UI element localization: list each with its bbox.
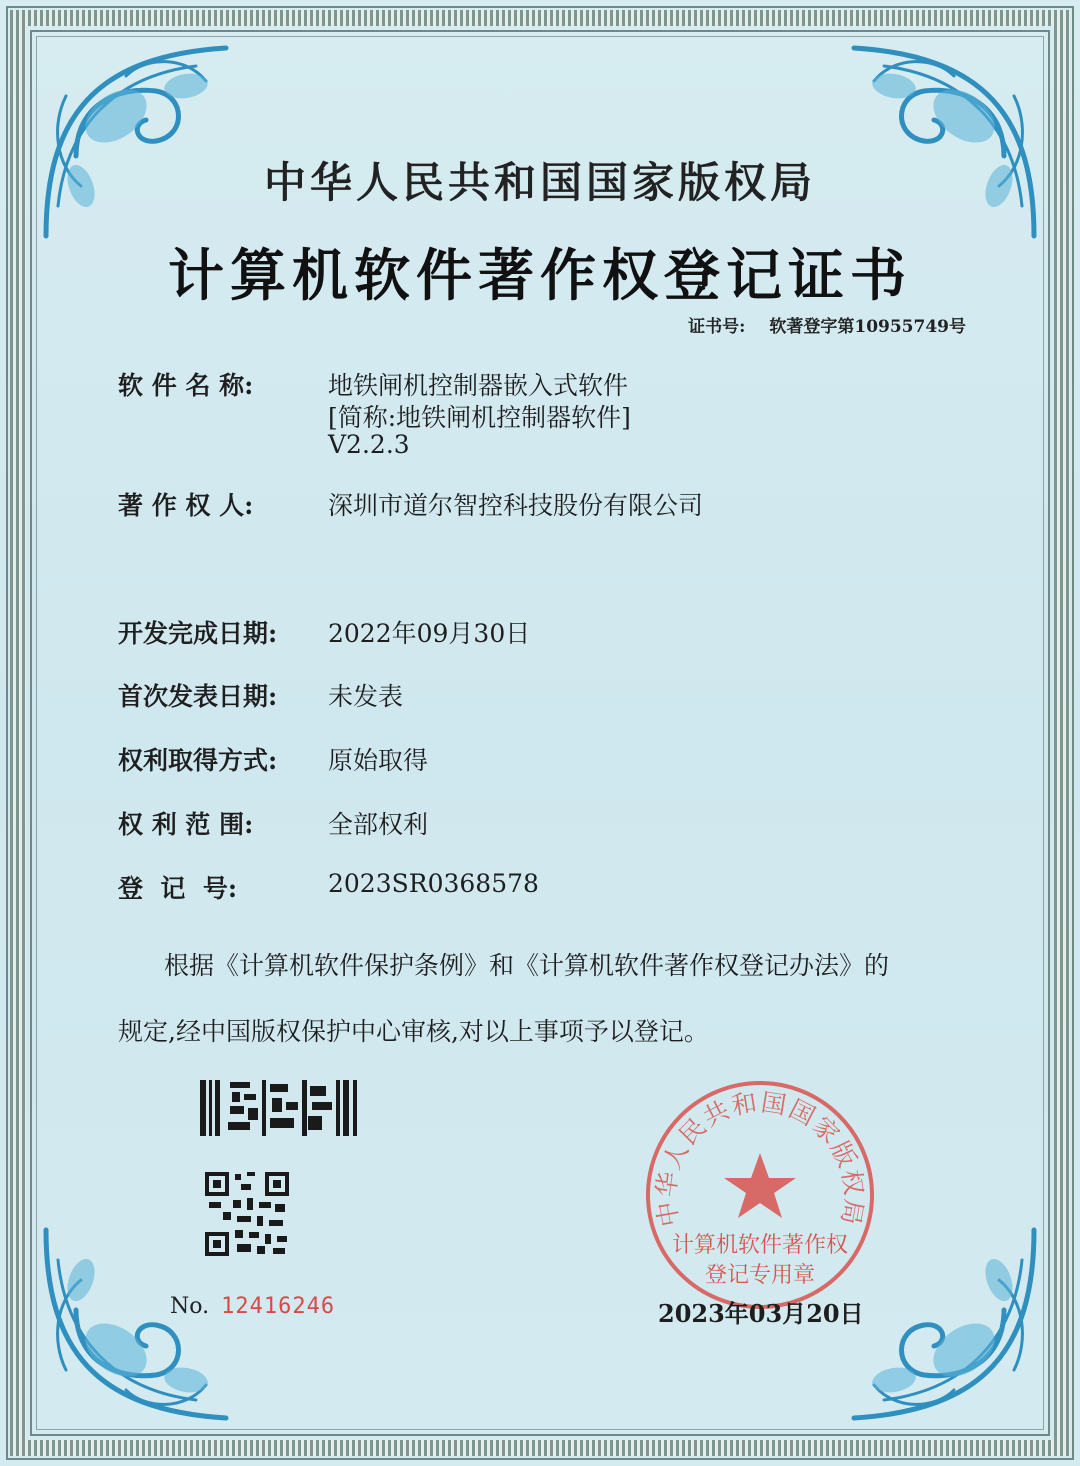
first-publication-label: 首次发表日期: (118, 682, 278, 711)
completion-date-label: 开发完成日期: (118, 619, 278, 648)
certificate-number (688, 312, 966, 337)
issuing-authority: 中华人民共和国国家版权局 (263, 158, 816, 207)
statement-line-1: 根据《计算机软件保护条例》和《计算机软件著作权登记办法》的 (164, 951, 890, 980)
software-name-value: 地铁闸机控制器嵌入式软件 (328, 371, 629, 400)
acquisition-method-value: 原始取得 (328, 746, 429, 775)
certificate-number-value: 软著登字第10955749号 (769, 317, 966, 337)
software-short-name-value: [简称:地铁闸机控制器软件] (328, 403, 631, 432)
serial-number-value: 12416246 (221, 1294, 336, 1319)
issue-date: 2023年03月20日 (658, 1299, 864, 1328)
registration-number-value: 2023SR0368578 (328, 869, 539, 898)
barcode (200, 1080, 360, 1136)
serial-number-label: No. (170, 1294, 210, 1319)
first-publication-value: 未发表 (328, 682, 404, 711)
rights-scope-label: 权 利 范 围: (118, 810, 254, 839)
completion-date-value: 2022年09月30日 (328, 619, 531, 648)
certificate-title: 计算机软件著作权登记证书 (168, 243, 912, 309)
certificate-number-label: 证书号: (688, 317, 746, 337)
acquisition-method-label: 权利取得方式: (118, 746, 278, 775)
rights-scope-value: 全部权利 (328, 810, 429, 839)
corner-ornament-top-right (824, 36, 1044, 256)
seal-star-icon (724, 1153, 796, 1218)
seal-line-1: 计算机软件著作权 (671, 1233, 848, 1258)
software-name-label: 软 件 名 称: (118, 371, 254, 400)
serial-number (170, 1294, 335, 1319)
statement-line-2: 规定,经中国版权保护中心审核,对以上事项予以登记。 (118, 1017, 709, 1046)
seal-line-2: 登记专用章 (704, 1263, 815, 1288)
copyright-owner-label: 著 作 权 人: (118, 491, 254, 520)
corner-ornament-top-left (36, 36, 256, 256)
registration-number-label: 登 记 号: (118, 874, 238, 903)
copyright-owner-value: 深圳市道尔智控科技股份有限公司 (328, 491, 704, 520)
software-version-value: V2.2.3 (328, 430, 410, 459)
qr-code (205, 1172, 289, 1256)
seal-arc-text: 中华人民共和国国家版权局 (651, 1087, 869, 1229)
